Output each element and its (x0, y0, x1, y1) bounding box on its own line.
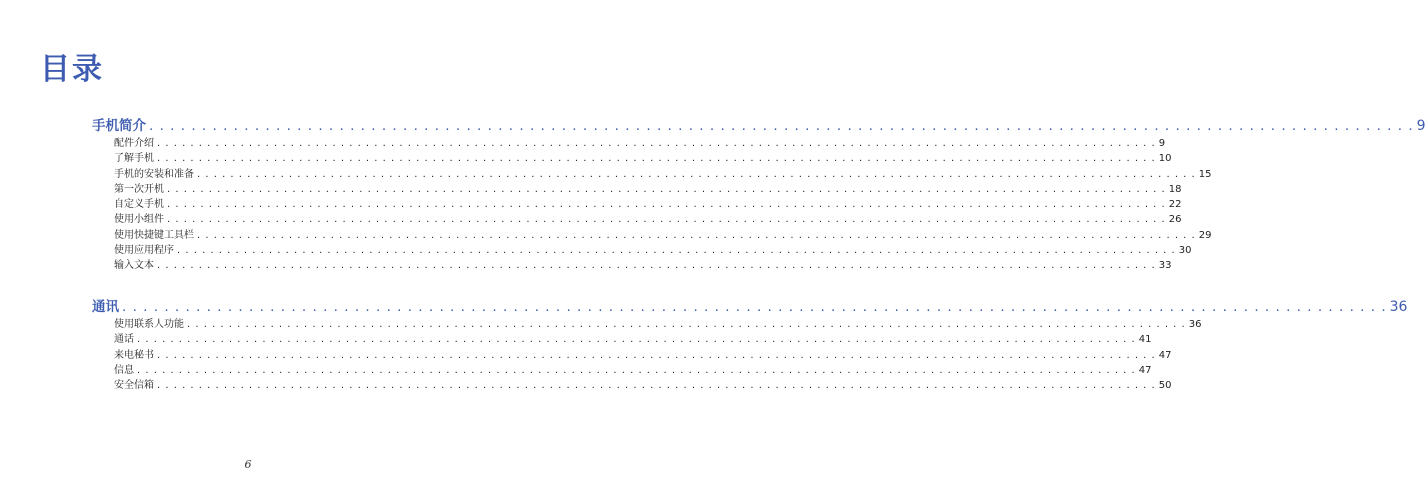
toc-heading[interactable] (92, 114, 1426, 134)
toc-entry-label: 安全信箱 (114, 380, 154, 392)
toc-section-communication (92, 295, 1408, 392)
toc-entry[interactable] (92, 226, 1212, 241)
toc-entry[interactable] (92, 315, 1202, 330)
toc-entry[interactable] (92, 241, 1192, 257)
dot-leader: . . . . . . . . . . . . . . . . . . . . . . . . . . . . . . . . . . . . . . . . . . . . . . . . . . . . . . . . . . . . . . . . . . . . . . . . . . . . . . . . . . . . . . . . . . . . . . . . . . . . . . . . . . . . . . . . . . . . . . . . (149, 118, 1414, 134)
toc-heading[interactable] (92, 295, 1408, 315)
dot-leader: . . . . . . . . . . . . . . . . . . . . . . . . . . . . . . . . . . . . . . . . . . . . . . . . . . . . . . . . . . . . . . . . . . . . . . . . . . . . . . . . . . . . . . . . . . . . . . . . . . . . . . . . . . . . . . . . . . . . . . . . (157, 380, 1156, 392)
toc-entry[interactable] (92, 361, 1152, 376)
toc-heading-label: 手机简介 (92, 118, 146, 134)
toc-entry-page: 33 (1158, 260, 1172, 272)
dot-leader: . . . . . . . . . . . . . . . . . . . . . . . . . . . . . . . . . . . . . . . . . . . . . . . . . . . . . . . . . . . . . . . . . . . . . . . . . . . . . . . . . . . . . . . . . . . . . . . . . . . . . . . . . . . . . . . . . . . . . . . . (187, 319, 1186, 330)
toc-entry[interactable] (92, 330, 1152, 346)
toc-entry-page: 15 (1198, 168, 1212, 180)
toc-entry-page: 18 (1168, 183, 1182, 195)
toc-entry-page: 9 (1158, 138, 1166, 149)
dot-leader: . . . . . . . . . . . . . . . . . . . . . . . . . . . . . . . . . . . . . . . . . . . . . . . . . . . . . . . . . . . . . . . . . . . . . . . . . . . . . . . . . . . . . . . . . . . . . . . . . . . . . . . . . . . . . . . . . . . . . . . . (137, 364, 1136, 376)
page-number: 6 (244, 458, 252, 471)
toc-entry[interactable] (92, 165, 1212, 180)
dot-leader: . . . . . . . . . . . . . . . . . . . . . . . . . . . . . . . . . . . . . . . . . . . . . . . . . . . . . . . . . . . . . . . . . . . . . . . . . . . . . . . . . . . . . . . . . . . . . . . . . . . . . . . . . . . . . . . . . . . . . . . . (157, 153, 1156, 165)
toc-entry[interactable] (92, 346, 1172, 361)
dot-leader: . . . . . . . . . . . . . . . . . . . . . . . . . . . . . . . . . . . . . . . . . . . . . . . . . . . . . . . . . . . . . . . . . . . . . . . . . . . . . . . . . . . . . . . . . . . . . . . . . . . . . . . . . . . . . . . . . . . . . . . . (167, 214, 1166, 226)
toc-entry-label: 第一次开机 (114, 183, 164, 195)
toc-entry[interactable] (92, 134, 1166, 149)
toc-entry[interactable] (92, 149, 1172, 165)
toc-entry-label: 输入文本 (114, 260, 154, 272)
dot-leader: . . . . . . . . . . . . . . . . . . . . . . . . . . . . . . . . . . . . . . . . . . . . . . . . . . . . . . . . . . . . . . . . . . . . . . . . . . . . . . . . . . . . . . . . . . . . . . . . . . . . . . . . . . . . . . . . . . . . . . . . (197, 168, 1196, 180)
toc-entry-page: 30 (1178, 245, 1192, 257)
dot-leader: . . . . . . . . . . . . . . . . . . . . . . . . . . . . . . . . . . . . . . . . . . . . . . . . . . . . . . . . . . . . . . . . . . . . . . . . . . . . . . . . . . . . . . . . . . . . . . . . . . . . . . . . . . . . . . . . . . . . . . . . (167, 199, 1166, 211)
dot-leader: . . . . . . . . . . . . . . . . . . . . . . . . . . . . . . . . . . . . . . . . . . . . . . . . . . . . . . . . . . . . . . . . . . . . . . . . . . . . . . . . . . . . . . . . . . . . . . . . . . . . . . . . . . . . . . . . . . . . . . . . (157, 349, 1156, 361)
toc-entry-label: 使用联系人功能 (114, 319, 184, 330)
toc-entry-page: 22 (1168, 199, 1182, 211)
toc-entry-page: 50 (1158, 380, 1172, 392)
toc-entry-label: 自定义手机 (114, 199, 164, 211)
toc-section-intro (92, 114, 1426, 272)
dot-leader: . . . . . . . . . . . . . . . . . . . . . . . . . . . . . . . . . . . . . . . . . . . . . . . . . . . . . . . . . . . . . . . . . . . . . . . . . . . . . . . . . . . . . . . . . . . . . . . . . . . . . . . . . . . . . . . . . . . . . . . . (157, 138, 1156, 149)
toc-heading-page: 36 (1389, 299, 1408, 315)
dot-leader: . . . . . . . . . . . . . . . . . . . . . . . . . . . . . . . . . . . . . . . . . . . . . . . . . . . . . . . . . . . . . . . . . . . . . . . . . . . . . . . . . . . . . . . . . . . . . . . . . . . . . . . . . . . . . . . . . . . . . . . . (167, 183, 1166, 195)
toc-entry-label: 使用小组件 (114, 214, 164, 226)
toc-entry[interactable] (92, 210, 1182, 226)
toc-entry-label: 配件介绍 (114, 138, 154, 149)
dot-leader: . . . . . . . . . . . . . . . . . . . . . . . . . . . . . . . . . . . . . . . . . . . . . . . . . . . . . . . . . . . . . . . . . . . . . . . . . . . . . . . . . . . . . . . . . . . . . . . . . . . . . . . . . . . . . . . . . . . . . . . . (197, 229, 1196, 241)
toc-entry-page: 10 (1158, 153, 1172, 165)
toc-entry-label: 信息 (114, 364, 134, 376)
toc-entry-label: 了解手机 (114, 153, 154, 165)
toc-heading-page: 9 (1416, 118, 1426, 134)
toc-entry-label: 使用应用程序 (114, 245, 174, 257)
toc-entry-page: 26 (1168, 214, 1182, 226)
dot-leader: . . . . . . . . . . . . . . . . . . . . . . . . . . . . . . . . . . . . . . . . . . . . . . . . . . . . . . . . . . . . . . . . . . . . . . . . . . . . . . . . . . . . . . . . . . . . . . . . . . . . . . . . . . . . . . . . . . . . . . . . (122, 299, 1387, 315)
toc-entry-page: 47 (1138, 364, 1152, 376)
page-title: 目录 (40, 52, 104, 87)
toc-entry-label: 手机的安装和准备 (114, 168, 194, 180)
toc-entry-label: 通话 (114, 334, 134, 346)
toc-entry[interactable] (92, 195, 1182, 211)
toc-entry[interactable] (92, 256, 1172, 272)
toc-entry-label: 来电秘书 (114, 349, 154, 361)
toc-heading-label: 通讯 (92, 299, 119, 315)
toc-entry-page: 29 (1198, 229, 1212, 241)
toc-entry[interactable] (92, 376, 1172, 392)
toc-entry-page: 41 (1138, 334, 1152, 346)
toc-entry-page: 36 (1188, 319, 1202, 330)
toc-entry[interactable] (92, 180, 1182, 195)
toc-entry-label: 使用快捷键工具栏 (114, 229, 194, 241)
dot-leader: . . . . . . . . . . . . . . . . . . . . . . . . . . . . . . . . . . . . . . . . . . . . . . . . . . . . . . . . . . . . . . . . . . . . . . . . . . . . . . . . . . . . . . . . . . . . . . . . . . . . . . . . . . . . . . . . . . . . . . . . (137, 334, 1136, 346)
dot-leader: . . . . . . . . . . . . . . . . . . . . . . . . . . . . . . . . . . . . . . . . . . . . . . . . . . . . . . . . . . . . . . . . . . . . . . . . . . . . . . . . . . . . . . . . . . . . . . . . . . . . . . . . . . . . . . . . . . . . . . . . (157, 260, 1156, 272)
toc-entry-page: 47 (1158, 349, 1172, 361)
dot-leader: . . . . . . . . . . . . . . . . . . . . . . . . . . . . . . . . . . . . . . . . . . . . . . . . . . . . . . . . . . . . . . . . . . . . . . . . . . . . . . . . . . . . . . . . . . . . . . . . . . . . . . . . . . . . . . . . . . . . . . . . (177, 245, 1176, 257)
